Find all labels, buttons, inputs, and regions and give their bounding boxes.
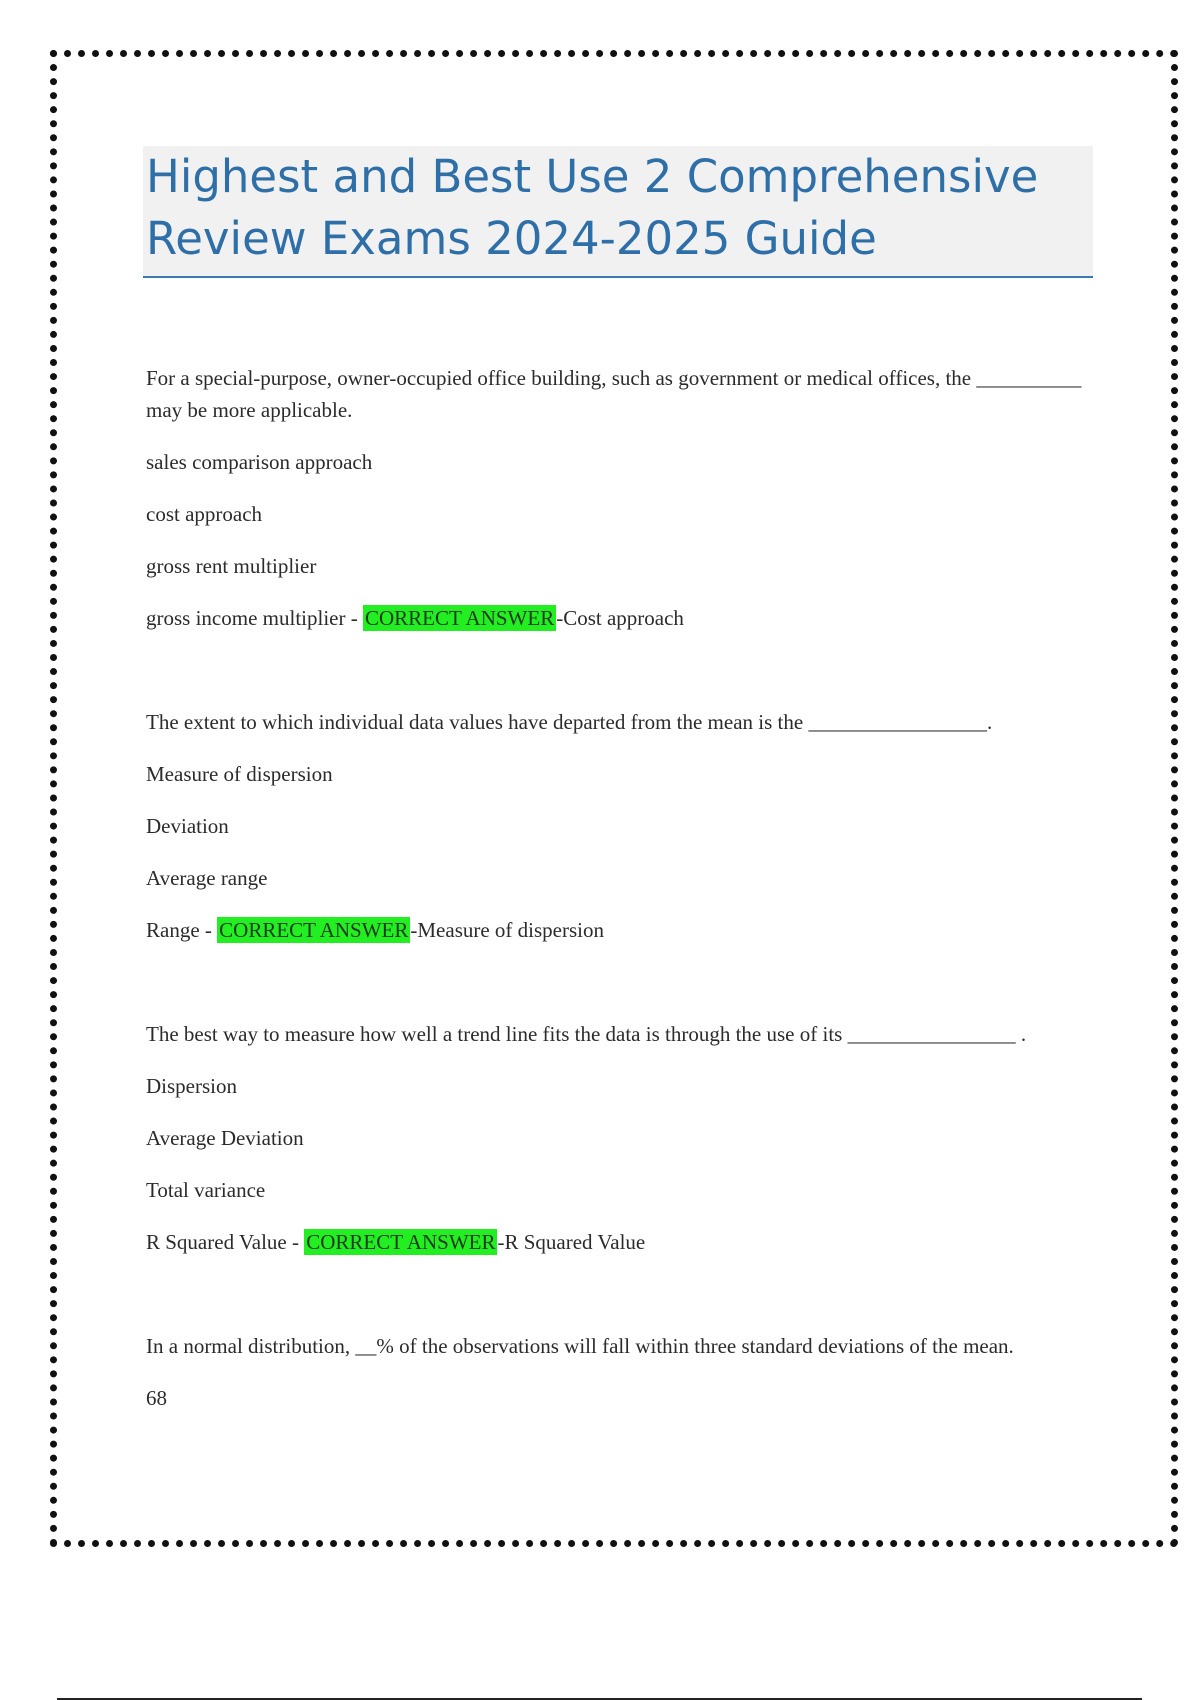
correct-answer-highlight: CORRECT ANSWER xyxy=(306,1230,496,1254)
answer-option: cost approach xyxy=(146,502,263,526)
question-text: In a normal distribution, __% of the observations will fall within three standard deviations of the mean. xyxy=(146,1334,1014,1358)
answer-option: sales comparison approach xyxy=(146,450,373,474)
answer-option: Dispersion xyxy=(146,1074,237,1098)
answer-option: Average range xyxy=(146,866,268,890)
answer-option-label: R Squared Value - xyxy=(146,1230,305,1254)
answer-option: Measure of dispersion xyxy=(146,762,333,786)
correct-answer-highlight: CORRECT ANSWER xyxy=(219,918,409,942)
question-text: The best way to measure how well a trend line fits the data is through the use of its ________________ . xyxy=(146,1022,1027,1046)
answer-option: 68 xyxy=(146,1386,167,1410)
answer-option: Total variance xyxy=(146,1178,266,1202)
answer-option-with-key xyxy=(146,1226,1086,1258)
answer-option: Deviation xyxy=(146,814,229,838)
answer-option-with-key xyxy=(146,914,1086,946)
question-item xyxy=(146,1018,1086,1258)
question-text: For a special-purpose, owner-occupied office building, such as government or medical offices, the __________ may be more applicable. xyxy=(146,366,1082,422)
answer-option-label: gross income multiplier - xyxy=(146,606,363,630)
question-list xyxy=(146,362,1086,1434)
answer-option: gross rent multiplier xyxy=(146,554,317,578)
correct-answer-text: -R Squared Value xyxy=(497,1230,646,1254)
question-item xyxy=(146,1330,1086,1414)
answer-option-with-key xyxy=(146,602,1086,634)
question-text: The extent to which individual data values have departed from the mean is the _________________. xyxy=(146,710,993,734)
question-item xyxy=(146,362,1086,634)
answer-option-label: Range - xyxy=(146,918,218,942)
answer-option: Average Deviation xyxy=(146,1126,304,1150)
question-item xyxy=(146,706,1086,946)
correct-answer-text: -Measure of dispersion xyxy=(410,918,605,942)
correct-answer-highlight: CORRECT ANSWER xyxy=(364,606,555,630)
correct-answer-text: -Cost approach xyxy=(556,606,684,630)
document-title: Highest and Best Use 2 Comprehensive Review Exams 2024-2025 Guide xyxy=(146,150,1039,265)
